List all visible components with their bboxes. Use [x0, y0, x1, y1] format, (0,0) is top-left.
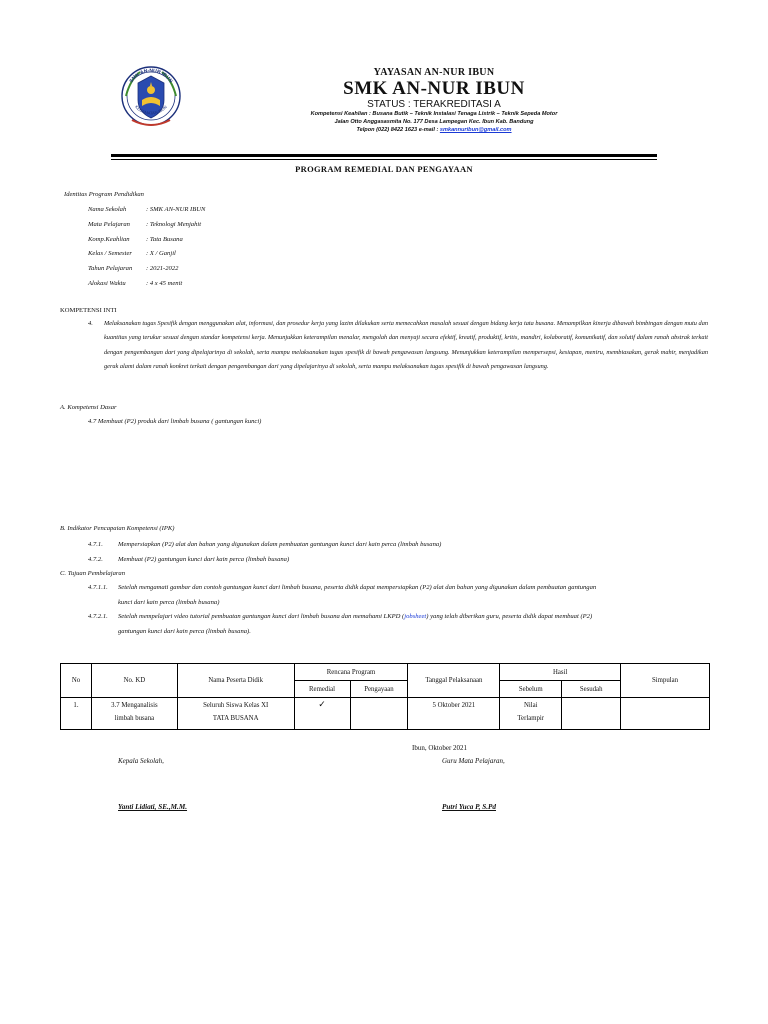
identity-label: Tahun Pelajaran [88, 265, 133, 272]
header-remedial: Remedial [294, 681, 350, 698]
goal-number: 4.7.1.1. [88, 584, 108, 591]
cell-date: 5 Oktober 2021 [408, 698, 500, 730]
identity-label: Alokasi Waktu [88, 280, 126, 287]
phone-text: Telpon (022) 8422 1623 e-mail : [356, 127, 440, 133]
cell-before-line: Nilai [523, 702, 538, 709]
header-date: Tanggal Pelaksanaan [408, 664, 500, 698]
email-link[interactable]: smkannuribun@gmail.com [439, 127, 512, 133]
goal-number: 4.7.2.1. [88, 613, 108, 620]
place-date: Ibun, Oktober 2021 [412, 744, 468, 752]
letterhead-rule-thick [111, 154, 657, 157]
cell-student [177, 698, 294, 730]
competency-list: Kompetensi Keahlian : Busana Butik – Teknik Instalasi Tenaga Listrik – Teknik Sepeda Motor [310, 111, 558, 117]
header-enrichment: Pengayaan [350, 681, 408, 698]
teacher-name: Putri Yuca P, S.Pd [442, 803, 496, 811]
table-row [61, 698, 710, 730]
school-address: Jalan Otto Anggasasmita No. 177 Desa Lampegan Kec. Ibun Kab. Bandung [334, 119, 534, 125]
identity-value: : 2021-2022 [146, 265, 179, 272]
goals-heading: C. Tujuan Pembelajaran [60, 570, 126, 577]
ki-number: 4. [88, 320, 93, 327]
cell-before-line: Terlampir [517, 715, 545, 722]
goal-text-cont: kunci dari kain perca (limbah busana) [118, 599, 220, 606]
accreditation-status: STATUS : TERAKREDITASI A [367, 99, 501, 110]
cell-student-line: Seluruh Siswa Kelas XI [203, 702, 269, 709]
principal-name: Yanti Lidiati, SE.,M.M. [118, 803, 188, 811]
header-before: Sebelum [500, 681, 562, 698]
kd-item: 4.7 Membuat (P2) produk dari limbah busana ( gantungan kunci) [88, 418, 262, 425]
foundation-name: YAYASAN AN-NUR IBUN [373, 67, 495, 78]
ipk-heading: B. Indikator Pencapaian Kompetensi (IPK) [60, 525, 175, 532]
kd-heading: A. Kompetensi Dasar [60, 404, 117, 411]
cell-conclusion [621, 698, 710, 730]
goal-text-cont: gantungan kunci dari kain perca (limbah busana). [118, 628, 251, 635]
cell-before [500, 698, 562, 730]
identity-label: Kelas / Semester [88, 250, 132, 257]
remedial-plan-table [60, 663, 710, 730]
ki-heading: KOMPETENSI INTI [60, 307, 117, 314]
cell-after [562, 698, 621, 730]
ipk-text: Mempersiapkan (P2) alat dan bahan yang digunakan dalam pembuatan gantungan kunci dari kain perca (limbah busana) [118, 541, 442, 548]
header-no: No [61, 664, 92, 698]
cell-remedial [294, 698, 350, 730]
identity-heading: Identitas Program Pendidikan [64, 191, 144, 198]
header-after: Sesudah [562, 681, 621, 698]
cell-student-line: TATA BUSANA [212, 715, 259, 722]
ipk-number: 4.7.2. [88, 556, 103, 563]
header-student-name: Nama Peserta Didik [177, 664, 294, 698]
cell-kd-line: 3.7 Menganalisis [111, 702, 158, 709]
goal-text-part: ) yang telah diberikan guru, peserta didik dapat membuat (P2) [426, 613, 593, 620]
letterhead-rule-thin [111, 159, 657, 160]
contact-line [200, 127, 668, 133]
school-logo [120, 60, 182, 132]
goal-text: Setelah mengamati gambar dan contoh gantungan kunci dari limbah busana, peserta didik dapat mempersiapkan (P2) alat dan bahan yang digunakan dalam pembuatan gantungan [118, 584, 597, 591]
identity-label: Nama Sekolah [88, 206, 127, 213]
cell-enrichment [350, 698, 408, 730]
teacher-role: Guru Mata Pelajaran, [442, 757, 505, 765]
header-kd: No. KD [91, 664, 177, 698]
identity-value: : SMK AN-NUR IBUN [146, 206, 206, 213]
ipk-text: Membuat (P2) gantungan kunci dari kain perca (limbah busana) [118, 556, 290, 563]
jobsheet-term: jobsheet [404, 613, 427, 620]
identity-label: Komp.Keahlian [88, 236, 130, 243]
ki-paragraph: Melaksanakan tugas Spesifik dengan menggunakan alat, informasi, dan prosedur kerja yang lazim dilakukan serta memecahkan masalah sesuai dengan bidang kerja tata busana. Menampilkan kinerja dibawah bimbingan dengan mutu dan kuantitas yang terukur sesuai dengan standar kompetensi kerja. Menunjukkan keterampilan menalar, mengolah dan menyaji secara efektif, kreatif, produktif, kritis, mandiri, kolaboratif, komunikatif, dan solutif dalam ranah abstrak terkait dengan pengembangan dari yang dipelajarinya di sekolah, serta mampu melaksanakan tugas spesifik di bawah pengawasan langsung. Menunjukkan keterampilan mempersepsi, kesiapan, meniru, membiasakan, gerak mahir, menjadikan gerak alami dalam ranah konkret terkait dengan pengembangan dari yang dipelajarinya di sekolah, serta mampu melaksanakan tugas spesifik di bawah pengawasan langsung. [104, 320, 708, 370]
identity-label: Mata Pelajaran [88, 221, 130, 228]
ipk-number: 4.7.1. [88, 541, 103, 548]
goal-text [118, 613, 592, 620]
logo-text-bottom: KECAMATAN IBUN [134, 104, 168, 116]
logo-text-top: SMK AN-NUR IBUN [128, 67, 174, 85]
document-title: PROGRAM REMEDIAL DAN PENGAYAAN [295, 164, 473, 174]
identity-value: : X / Ganjil [146, 250, 176, 257]
principal-role: Kepala Sekolah, [118, 757, 164, 765]
checkmark-icon: ✓ [318, 700, 326, 710]
cell-kd [91, 698, 177, 730]
header-plan: Rencana Program [294, 664, 408, 681]
header-conclusion: Simpulan [621, 664, 710, 698]
goal-text-part: Setelah mempelajari video tutorial pembuatan gantungan kunci dari limbah busana dan memahami LKPD ( [118, 613, 405, 620]
identity-value: : Teknologi Menjahit [146, 221, 202, 228]
header-result: Hasil [500, 664, 621, 681]
school-name: SMK AN-NUR IBUN [343, 78, 525, 99]
cell-kd-line: limbah busana [114, 715, 155, 722]
identity-value: : 4 x 45 menit [146, 280, 183, 287]
cell-no: 1. [61, 698, 92, 730]
identity-value: : Tata Busana [146, 236, 183, 243]
